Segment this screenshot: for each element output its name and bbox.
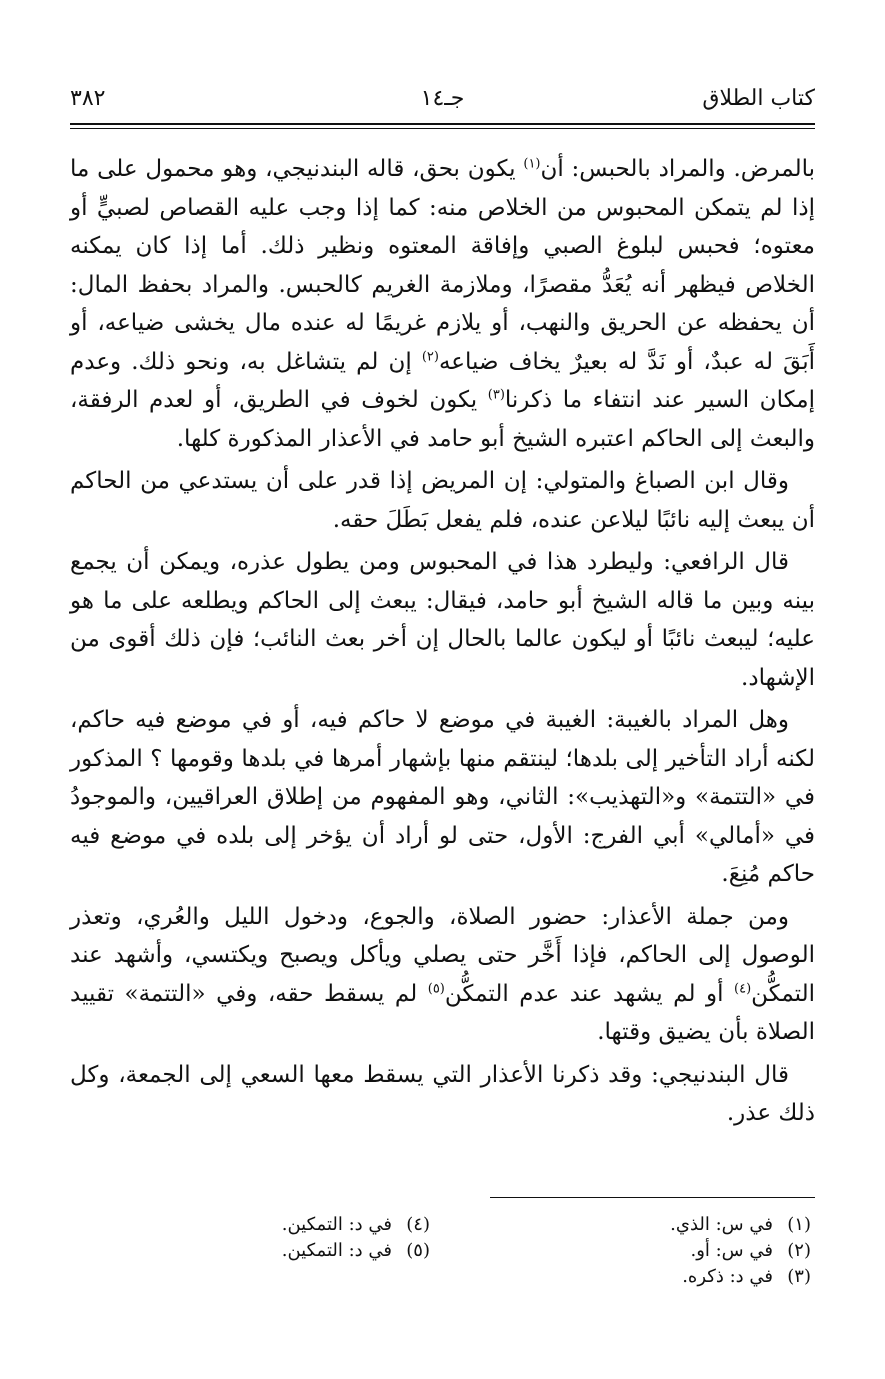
footnote-4: (٤)في د: التمكين. [281,1214,430,1235]
header-rule-thin [70,128,815,129]
running-header [70,82,815,116]
footnote-1: (١)في س: الذي. [670,1214,811,1235]
page-number: ٣٨٢ [70,86,106,111]
paragraph-4: وهل المراد بالغيبة: الغيبة في موضع لا حاكم فيه، أو في موضع فيه حاكم، لكنه أراد التأخير إلى بلدها؛ لينتقم منها بإشهار أمرها في بلدها وقومها ؟ المذكور في «التتمة» و«التهذيب»: الثاني، وهو المفهوم من إطلاق العراقيين، والموجودُ في «أمالي» أبي الفرج: الأول، حتى لو أراد أن يؤخر إلى بلده في موضع فيه حاكم مُنِعَ. [70,707,815,887]
main-text [70,150,815,1133]
paragraph-6: قال البندنيجي: وقد ذكرنا الأعذار التي يسقط معها السعي إلى الجمعة، وكل ذلك عذر. [70,1061,815,1126]
footnote-3: (٣)في د: ذكره. [682,1266,811,1287]
footnote-ref-1: (١) [523,156,541,172]
paragraph-1: بالمرض. والمراد بالحبس: أن$^{(١)}$ يكون بحق، قاله البندنيجي، وهو محمول على ما إذا لم يتمكن المحبوس من الخلاص منه: كما إذا وجب عليه القصاص لصبيٍّ أو معتوه؛ فحبس لبلوغ الصبي وإفاقة المعتوه ونظير ذلك. أما إذا كان يمكنه الخلاص فيظهر أنه يُعَدُّ مقصرًا، وملازمة الغريم كالحبس. والمراد بحفظ المال: أن يحفظه عن الحريق والنهب، أو يلازم غريمًا له عنده مال يخشى ضياعه، أو أَبَقَ له عبدٌ، أو نَدَّ له بعيرٌ يخاف ضياعه$^{(٢)}$ إن لم يتشاغل به، ونحو ذلك. وعدم إمكان السير عند انتفاء ما ذكرنا$^{(٣)}$ يكون لخوف في الطريق، أو لعدم الرفقة، والبعث إلى الحاكم اعتبره الشيخ أبو حامد في الأعذار المذكورة كلها. [70,156,816,452]
paragraph-2: وقال ابن الصباغ والمتولي: إن المريض إذا قدر على أن يستدعي من الحاكم أن يبعث إليه نائبًا ليلاعن عنده، فلم يفعل بَطَلَ حقه. [70,468,815,533]
book-title: كتاب الطلاق [702,86,815,111]
footnote-5: (٥)في د: التمكين. [281,1240,430,1261]
paragraph-3: قال الرافعي: وليطرد هذا في المحبوس ومن يطول عذره، ويمكن أن يجمع بينه وبين ما قاله الشيخ أبو حامد، فيقال: يبعث إلى الحاكم ويطلعه على ما هو عليه؛ ليبعث نائبًا أو ليكون عالما بالحال إن أخر بعث النائب؛ فإن ذلك أقوى من الإشهاد. [70,549,815,691]
footnote-separator [490,1197,815,1198]
header-rule-thick [70,123,815,125]
footnote-ref-5: (٥) [427,980,445,996]
footnotes-column-right [511,1212,811,1290]
footnote-ref-2: (٢) [421,348,439,364]
footnotes-column-left [130,1212,430,1264]
footnote-ref-3: (٣) [487,387,505,403]
footnote-2: (٢)في س: أو. [690,1240,811,1261]
volume-label: جـ١٤ [420,86,465,111]
paragraph-5: ومن جملة الأعذار: حضور الصلاة، والجوع، ودخول الليل والعُري، وتعذر الوصول إلى الحاكم، فإذا أَخَّر حتى يصلي ويأكل ويصبح ويكتسي، وأشهد عند التمكُّن$^{(٤)}$ أو لم يشهد عند عدم التمكُّن$^{(٥)}$ لم يسقط حقه، وفي «التتمة» تقييد الصلاة بأن يضيق وقتها. [70,903,815,1045]
footnote-ref-4: (٤) [734,980,752,996]
